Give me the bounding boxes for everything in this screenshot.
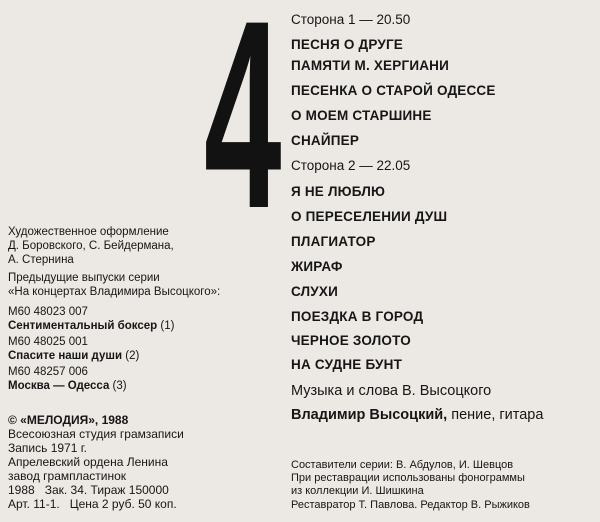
side2-song-6: ПОЕЗДКА В ГОРОД bbox=[291, 309, 424, 324]
art-line-2: А. Стернина bbox=[8, 254, 74, 266]
previous-item-2 bbox=[8, 335, 139, 363]
side2-song-3: ПЛАГИАТОР bbox=[291, 234, 376, 249]
copyright-block bbox=[8, 413, 184, 511]
previous-releases-block bbox=[8, 271, 220, 299]
previous-item-code: М60 48257 006 bbox=[8, 366, 88, 378]
previous-item-code: М60 48023 007 bbox=[8, 306, 88, 318]
copyright-line: © «МЕЛОДИЯ», 1988 bbox=[8, 413, 129, 427]
side1-song-4: О МОЕМ СТАРШИНЕ bbox=[291, 108, 432, 123]
performer-role: пение, гитара bbox=[451, 407, 544, 423]
compilers-line-4: Реставратор Т. Павлова. Редактор В. Рыжиков bbox=[291, 498, 530, 511]
previous-item-title: Сентиментальный боксер bbox=[8, 320, 158, 332]
previous-label: Предыдущие выпуски серии bbox=[8, 272, 160, 284]
side1-song-1: ПЕСНЯ О ДРУГЕ bbox=[291, 37, 404, 52]
side2-song-2: О ПЕРЕСЕЛЕНИИ ДУШ bbox=[291, 209, 448, 224]
side1-song-2: ПАМЯТИ М. ХЕРГИАНИ bbox=[291, 58, 450, 73]
previous-series: «На концертах Владимира Высоцкого»: bbox=[8, 286, 221, 298]
performer-credit bbox=[291, 407, 543, 423]
previous-item-1 bbox=[8, 305, 174, 333]
side2-song-1: Я НЕ ЛЮБЛЮ bbox=[291, 184, 386, 199]
recording-year: Запись 1971 г. bbox=[8, 441, 87, 455]
previous-item-num: (2) bbox=[125, 350, 140, 362]
previous-item-code: М60 48025 001 bbox=[8, 336, 88, 348]
previous-item-num: (3) bbox=[112, 380, 127, 392]
art-line-1: Д. Боровского, С. Бейдермана, bbox=[8, 240, 174, 252]
compilers-line-1: Составители серии: В. Абдулов, И. Шевцов bbox=[291, 459, 514, 471]
side2-song-5: СЛУХИ bbox=[291, 284, 338, 299]
side2-song-7: ЧЕРНОЕ ЗОЛОТО bbox=[291, 333, 411, 348]
studio-line: Всесоюзная студия грамзаписи bbox=[8, 427, 184, 441]
performer-name: Владимир Высоцкий, bbox=[291, 407, 448, 423]
plant-line-1: Апрелевский ордена Ленина bbox=[8, 455, 168, 469]
plant-line-2: завод грампластинок bbox=[8, 469, 127, 483]
previous-item-title: Спасите наши души bbox=[8, 350, 123, 362]
previous-item-num: (1) bbox=[160, 320, 175, 332]
side2-song-8: НА СУДНЕ БУНТ bbox=[291, 357, 403, 372]
art-label: Художественное оформление bbox=[8, 226, 169, 238]
side1-heading: Сторона 1 — 20.50 bbox=[291, 12, 411, 27]
music-words-credit: Музыка и слова В. Высоцкого bbox=[291, 383, 492, 399]
previous-item-title: Москва — Одесса bbox=[8, 380, 110, 392]
side2-heading: Сторона 2 — 22.05 bbox=[291, 158, 411, 173]
compilers-line-2: При реставрации использованы фонограммы bbox=[291, 472, 525, 485]
compilers-line-3: из коллекции И. Шишкина bbox=[291, 485, 424, 498]
side1-song-5: СНАЙПЕР bbox=[291, 133, 360, 148]
price-line: Арт. 11-1. Цена 2 руб. 50 коп. bbox=[8, 497, 177, 511]
previous-item-3 bbox=[8, 365, 127, 393]
album-number: 4 bbox=[204, 0, 280, 264]
compilers-block bbox=[291, 459, 530, 512]
order-line: 1988 Зак. 34. Тираж 150000 bbox=[8, 483, 169, 497]
art-design-block bbox=[8, 225, 174, 267]
side1-song-3: ПЕСЕНКА О СТАРОЙ ОДЕССЕ bbox=[291, 83, 496, 98]
side2-song-4: ЖИРАФ bbox=[291, 259, 343, 274]
